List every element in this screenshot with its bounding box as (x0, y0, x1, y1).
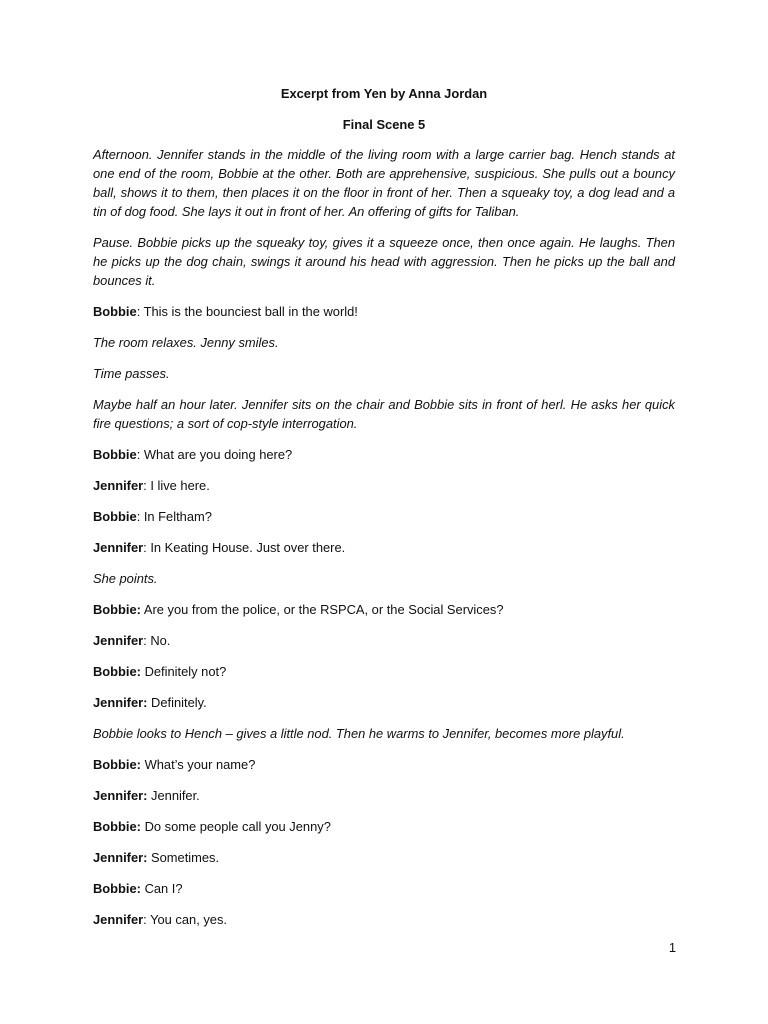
speaker-name: Bobbie: (93, 819, 141, 834)
document-body (93, 84, 675, 941)
dialogue-line (93, 631, 675, 650)
speaker-name: Bobbie (93, 509, 137, 524)
dialogue-line (93, 445, 675, 464)
dialogue-text: : This is the bounciest ball in the world! (136, 304, 358, 319)
dialogue-text: Jennifer. (147, 788, 200, 803)
dialogue-line (93, 600, 675, 619)
speaker-name: Jennifer: (93, 695, 148, 710)
speaker-name: Bobbie (93, 447, 137, 462)
dialogue-line (93, 538, 675, 557)
speaker-name: Jennifer (93, 540, 144, 555)
dialogue-text: : In Keating House. Just over there. (143, 540, 346, 555)
dialogue-text: Are you from the police, or the RSPCA, or the Social Services? (140, 602, 504, 617)
scene-heading: Final Scene 5 (342, 117, 426, 132)
dialogue-text: What’s your name? (140, 757, 256, 772)
speaker-name: Jennifer (93, 478, 144, 493)
stage-direction: Afternoon. Jennifer stands in the middle of the living room with a large carrier bag. Hench stands at one end of the room, Bobbie at the other. Both are apprehensive, suspicious. She pulls out a bouncy ball, shows it to them, then places it on the floor in front of her. Then a squeaky toy, a dog lead and a tin of dog food. She lays it out in front of her. An offering of gifts for Taliban. (93, 147, 675, 219)
dialogue-text: Definitely not? (140, 664, 227, 679)
dialogue-text: : In Feltham? (136, 509, 212, 524)
dialogue-line (93, 507, 675, 526)
speaker-name: Bobbie: (93, 664, 141, 679)
page-number: 1 (668, 940, 676, 955)
stage-direction: Pause. Bobbie picks up the squeaky toy, gives it a squeeze once, then once again. He laughs. Then he picks up the dog chain, swings it around his head with aggression. Then he picks up the ball and bounces it. (93, 235, 675, 288)
speaker-name: Jennifer (93, 912, 144, 927)
dialogue-line (93, 910, 675, 929)
speaker-name: Jennifer: (93, 788, 148, 803)
document-title: Excerpt from Yen by Anna Jordan (280, 86, 488, 101)
speaker-name: Bobbie: (93, 602, 141, 617)
dialogue-text: : No. (143, 633, 171, 648)
dialogue-text: Do some people call you Jenny? (140, 819, 331, 834)
stage-direction: She points. (93, 571, 158, 586)
dialogue-line (93, 848, 675, 867)
stage-direction: Maybe half an hour later. Jennifer sits on the chair and Bobbie sits in front of herl. He asks her quick fire questions; a sort of cop-style interrogation. (93, 397, 675, 431)
dialogue-text: : I live here. (143, 478, 210, 493)
dialogue-text: : What are you doing here? (136, 447, 293, 462)
dialogue-line (93, 662, 675, 681)
speaker-name: Bobbie: (93, 757, 141, 772)
dialogue-line (93, 879, 675, 898)
dialogue-text: Sometimes. (147, 850, 220, 865)
speaker-name: Bobbie (93, 304, 137, 319)
speaker-name: Jennifer: (93, 850, 148, 865)
dialogue-text: Can I? (140, 881, 183, 896)
dialogue-line (93, 302, 675, 321)
dialogue-line (93, 755, 675, 774)
stage-direction: Time passes. (93, 366, 170, 381)
dialogue-line (93, 817, 675, 836)
stage-direction: The room relaxes. Jenny smiles. (93, 335, 279, 350)
dialogue-line (93, 476, 675, 495)
speaker-name: Bobbie: (93, 881, 141, 896)
dialogue-text: Definitely. (147, 695, 207, 710)
dialogue-text: : You can, yes. (143, 912, 228, 927)
speaker-name: Jennifer (93, 633, 144, 648)
dialogue-line (93, 786, 675, 805)
dialogue-line (93, 693, 675, 712)
stage-direction: Bobbie looks to Hench – gives a little nod. Then he warms to Jennifer, becomes more playful. (93, 726, 625, 741)
